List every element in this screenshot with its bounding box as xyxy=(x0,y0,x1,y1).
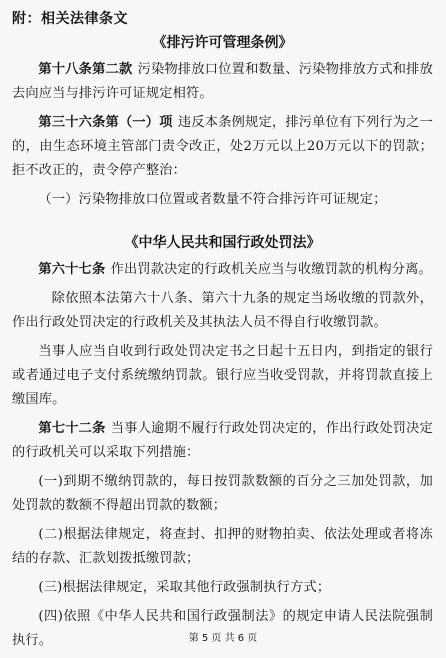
article-36-text: 违反本条例规定，排污单位有下列行为之一的，由生态环境主管部门责令改正，处2万元以上20万元以下的罚款；拒不改正的，责令停产整治： xyxy=(12,115,433,178)
article-67-text: 作出罚款决定的行政机关应当与收缴罚款的机构分离。 xyxy=(110,262,432,277)
article-72-text: 当事人逾期不履行行政处罚决定的，作出行政处罚决定的行政机关可以采取下列措施： xyxy=(12,421,433,460)
law-title-pollutant-permit: 《排污许可管理条例》 xyxy=(152,35,293,51)
article-72-item-3: (三)根据法律规定，采取其他行政强制执行方式； xyxy=(38,580,331,595)
article-72-item-2: (二)根据法律规定，将查封、扣押的财物拍卖、依法处理或者将冻结的存款、汇款划拨抵缴罚款； xyxy=(12,527,433,566)
article-67-paragraph-2: 除依照本法第六十八条、第六十九条的规定当场收缴的罚款外，作出行政处罚决定的行政机关及其执法人员不得自行收缴罚款。 xyxy=(12,291,433,330)
article-36-paragraph xyxy=(12,111,433,183)
article-72-item-4: (四)依照《中华人民共和国行政强制法》的规定申请人民法院强制执行。 xyxy=(12,609,433,648)
attachment-heading: 附：相关法律条文 xyxy=(12,11,128,27)
page-number-footer: 第 5 页 共 6 页 xyxy=(188,633,258,644)
article-67-paragraph xyxy=(12,258,433,282)
article-72-number: 第七十二条 xyxy=(38,421,106,436)
article-36-item-1: （一）污染物排放口位置或者数量不符合排污许可证规定； xyxy=(38,192,387,207)
law-title-administrative-penalty: 《中华人民共和国行政处罚法》 xyxy=(124,235,321,251)
article-36-number: 第三十六条第（一）项 xyxy=(38,115,173,130)
article-67-number: 第六十七条 xyxy=(38,262,106,277)
article-18-number: 第十八条第二款 xyxy=(38,62,133,77)
article-72-item-1: (一)到期不缴纳罚款的，每日按罚款数额的百分之三加处罚款，加处罚款的数额不得超出罚款的数额； xyxy=(12,474,433,513)
article-72-paragraph xyxy=(12,417,433,465)
article-18-paragraph xyxy=(12,58,433,106)
article-18-text: 污染物排放口位置和数量、污染物排放方式和排放去向应当与排污许可证规定相符。 xyxy=(12,62,433,101)
article-67-paragraph-3: 当事人应当自收到行政处罚决定书之日起十五日内，到指定的银行或者通过电子支付系统缴纳罚款。银行应当收受罚款，并将罚款直接上缴国库。 xyxy=(12,344,433,407)
